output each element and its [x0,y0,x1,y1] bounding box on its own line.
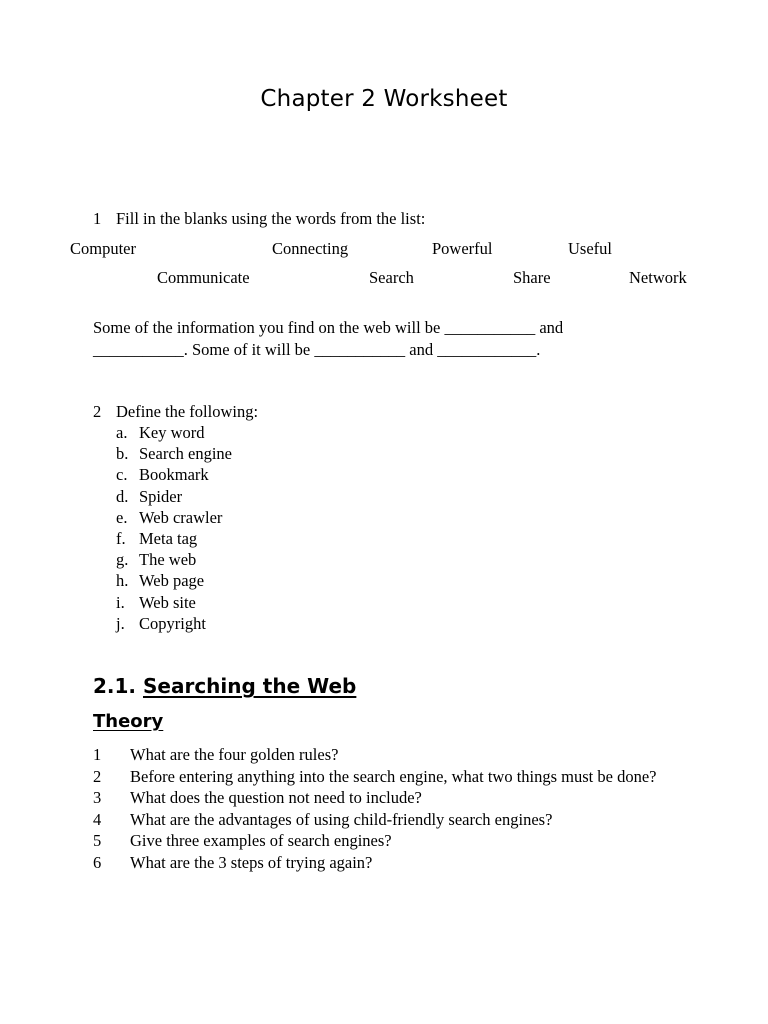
definition-item [116,549,232,570]
definition-item [116,486,232,507]
theory-question [93,809,693,831]
item-term: Web crawler [139,507,223,527]
fill-blank-line-2: ___________. Some of it will be ___________ and ____________. [93,340,541,359]
definition-item [116,592,232,613]
item-term: Web site [139,592,196,612]
item-letter: i. [116,592,125,612]
question-2-number: 2 [93,402,102,421]
section-heading [93,674,356,698]
item-term: Web page [139,571,205,591]
word-search: Search [369,268,414,287]
question-text: Before entering anything into the search engine, what two things must be done? [130,766,657,786]
item-letter: b. [116,444,129,464]
definition-list [116,422,232,634]
item-term: Meta tag [139,528,198,548]
theory-question [93,787,693,809]
item-term: Copyright [139,613,206,633]
word-connecting: Connecting [272,239,349,258]
section-title: Searching the Web [143,674,357,698]
question-number: 3 [93,788,102,807]
definition-item [116,443,232,464]
question-number: 2 [93,766,102,786]
fill-blank-line-1: Some of the information you find on the web will be ___________ and [93,318,564,337]
item-term: The web [139,550,197,570]
definition-item [116,507,232,528]
theory-question [93,852,693,874]
question-text: Give three examples of search engines? [130,831,392,850]
item-letter: g. [116,550,129,570]
word-powerful: Powerful [432,239,493,258]
question-1-number: 1 [93,209,102,228]
question-2-instruction: Define the following: [116,402,259,421]
item-term: Search engine [139,444,232,464]
item-term: Spider [139,486,183,506]
question-number: 6 [93,852,102,872]
section-number: 2.1. [93,674,137,698]
item-term: Bookmark [139,465,209,485]
definition-item [116,464,232,485]
word-useful: Useful [568,239,612,258]
item-letter: a. [116,423,128,442]
word-share: Share [513,268,551,287]
item-letter: j. [116,613,125,633]
question-text: What are the 3 steps of trying again? [130,852,373,872]
item-term: Key word [139,423,205,442]
word-communicate: Communicate [157,268,250,287]
question-number: 1 [93,745,102,764]
question-number: 5 [93,831,102,850]
word-computer: Computer [70,239,136,258]
page-title: Chapter 2 Worksheet [260,86,508,112]
question-1-instruction: Fill in the blanks using the words from the list: [116,209,426,228]
theory-question-list [93,744,693,873]
item-letter: f. [116,528,126,548]
item-letter: c. [116,465,128,485]
word-network: Network [629,268,687,287]
theory-question [93,766,693,788]
question-text: What are the four golden rules? [130,745,339,764]
item-letter: d. [116,486,129,506]
item-letter: h. [116,571,129,591]
question-text: What are the advantages of using child-friendly search engines? [130,809,553,829]
question-number: 4 [93,809,102,829]
item-letter: e. [116,507,128,527]
definition-item [116,613,232,634]
theory-question [93,830,693,852]
definition-item [116,422,232,443]
definition-item [116,570,232,591]
definition-item [116,528,232,549]
theory-heading: Theory [93,711,164,732]
theory-question [93,744,693,766]
question-text: What does the question not need to include? [130,788,422,807]
